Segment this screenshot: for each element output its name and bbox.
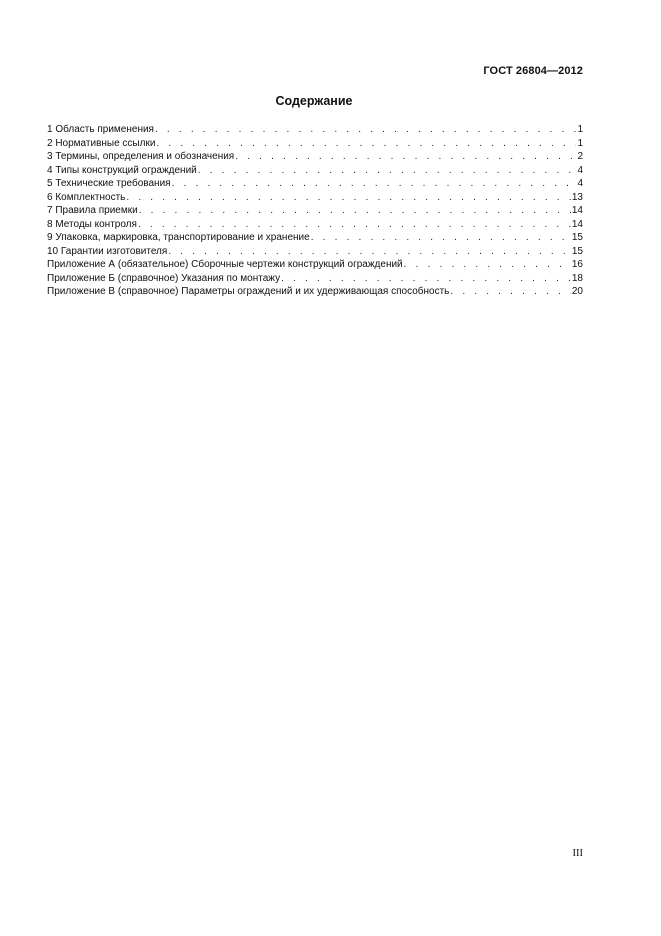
toc-entry-10[interactable]	[47, 245, 583, 259]
toc-entry-page: 18	[571, 272, 583, 284]
toc-dot-leader	[281, 272, 571, 286]
toc-dot-leader	[138, 218, 571, 232]
toc-entry-label: 1 Область применения	[47, 124, 154, 135]
toc-entry-label: Приложение Б (справочное) Указания по монтажу	[47, 272, 281, 284]
toc-entry-page: 14	[571, 205, 583, 216]
toc-entry-label: Приложение А (обязательное) Сборочные чертежи конструкций ограждений	[47, 259, 403, 270]
toc-dot-leader	[235, 150, 576, 164]
page-number: III	[572, 848, 583, 859]
toc-entry-8[interactable]	[47, 218, 583, 232]
toc-entry-4[interactable]	[47, 164, 583, 178]
toc-entry-page: 2	[577, 151, 583, 162]
toc-entry-label: 5 Технические требования	[47, 178, 171, 189]
toc-entry-page: 13	[571, 191, 583, 203]
toc-entry-label: 2 Нормативные ссылки	[47, 137, 156, 149]
toc-entry-2[interactable]	[47, 137, 583, 151]
toc-dot-leader	[168, 245, 571, 259]
toc-entry-appendix-b[interactable]	[47, 272, 583, 286]
toc-dot-leader	[172, 177, 577, 191]
toc-entry-6[interactable]	[47, 191, 583, 205]
toc-entry-3[interactable]	[47, 150, 583, 164]
toc-dot-leader	[156, 137, 576, 151]
document-code: ГОСТ 26804—2012	[483, 65, 583, 77]
toc-entry-1[interactable]	[47, 123, 583, 137]
toc-entry-page: 15	[571, 245, 583, 257]
toc-entry-appendix-v[interactable]	[47, 285, 583, 299]
toc-entry-label: Приложение В (справочное) Параметры ограждений и их удерживающая способность	[47, 286, 450, 297]
toc-entry-5[interactable]	[47, 177, 583, 191]
toc-entry-label: 8 Методы контроля	[47, 218, 137, 230]
toc-entry-page: 20	[571, 286, 583, 297]
toc-entry-9[interactable]	[47, 231, 583, 245]
toc-dot-leader	[450, 285, 571, 299]
toc-dot-leader	[311, 231, 571, 245]
toc-entry-label: 6 Комплектность	[47, 191, 126, 203]
toc-entry-page: 15	[571, 232, 583, 243]
toc-dot-leader	[139, 204, 571, 218]
toc-entry-label: 7 Правила приемки	[47, 205, 138, 216]
toc-entry-label: 4 Типы конструкций ограждений	[47, 164, 197, 176]
toc-title: Содержание	[275, 94, 353, 108]
table-of-contents	[47, 123, 583, 299]
toc-entry-page: 14	[571, 218, 583, 230]
toc-entry-page: 16	[571, 259, 583, 270]
toc-dot-leader	[404, 258, 571, 272]
toc-dot-leader	[198, 164, 577, 178]
toc-entry-appendix-a[interactable]	[47, 258, 583, 272]
toc-entry-page: 1	[577, 137, 583, 149]
toc-entry-label: 10 Гарантии изготовителя	[47, 245, 168, 257]
toc-entry-label: 9 Упаковка, маркировка, транспортирование и хранение	[47, 232, 310, 243]
toc-entry-page: 4	[577, 164, 583, 176]
toc-entry-7[interactable]	[47, 204, 583, 218]
toc-dot-leader	[155, 123, 576, 137]
toc-entry-label: 3 Термины, определения и обозначения	[47, 151, 235, 162]
toc-dot-leader	[126, 191, 571, 205]
toc-entry-page: 4	[577, 178, 583, 189]
toc-entry-page: 1	[577, 124, 583, 135]
